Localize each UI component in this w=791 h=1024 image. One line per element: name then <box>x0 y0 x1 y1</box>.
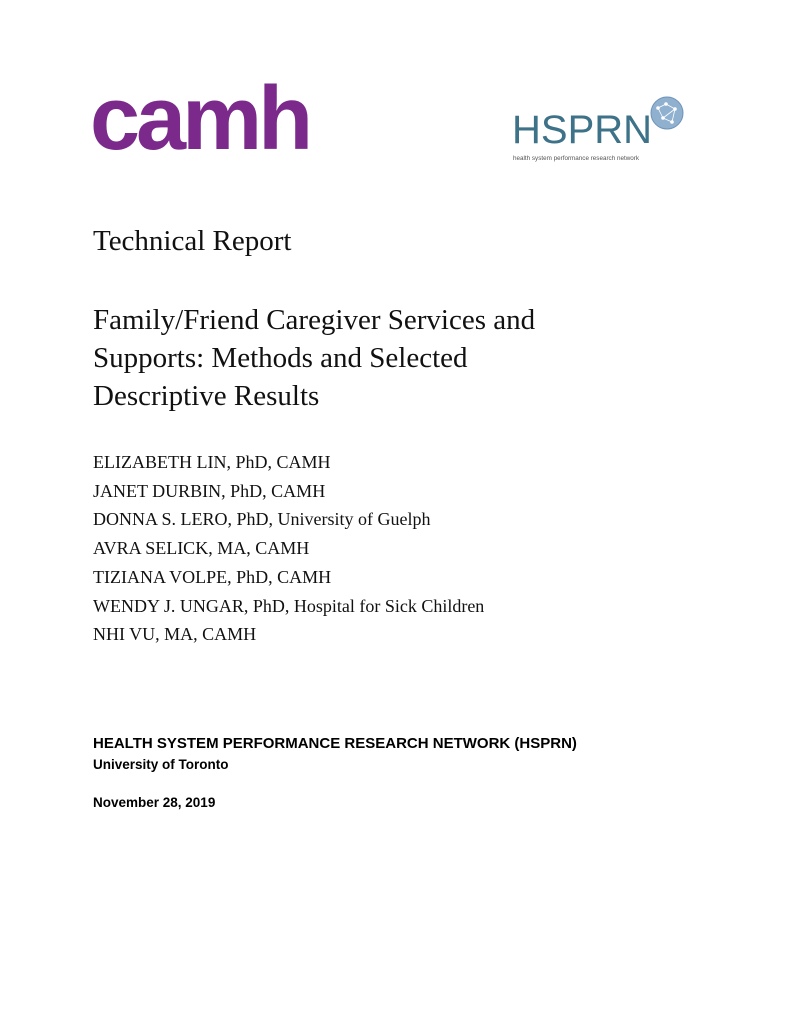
report-type: Technical Report <box>93 225 292 257</box>
report-date: November 28, 2019 <box>93 795 216 810</box>
camh-logo: camh <box>90 69 310 169</box>
author-list <box>93 448 484 649</box>
report-title-line: Family/Friend Caregiver Services and <box>93 304 536 336</box>
author-item: DONNA S. LERO, PhD, University of Guelph <box>93 509 431 530</box>
author-item: ELIZABETH LIN, PhD, CAMH <box>93 452 331 472</box>
globe-network-icon <box>650 96 684 130</box>
hsprn-wordmark: HSPRN <box>512 108 653 152</box>
report-title <box>93 301 693 415</box>
author-item: NHI VU, MA, CAMH <box>93 624 257 645</box>
author-item: AVRA SELICK, MA, CAMH <box>93 538 310 559</box>
organization-name: HEALTH SYSTEM PERFORMANCE RESEARCH NETWORK (HSPRN) <box>93 735 577 752</box>
hsprn-logo <box>512 94 692 169</box>
author-item: WENDY J. UNGAR, PhD, Hospital for Sick Children <box>93 595 485 616</box>
report-title-line: Supports: Methods and Selected <box>93 342 468 374</box>
author-item: TIZIANA VOLPE, PhD, CAMH <box>93 566 332 587</box>
report-title-line: Descriptive Results <box>93 380 320 412</box>
hsprn-tagline: health system performance research network <box>513 155 639 162</box>
author-item: JANET DURBIN, PhD, CAMH <box>93 480 326 501</box>
university-name: University of Toronto <box>93 757 229 772</box>
